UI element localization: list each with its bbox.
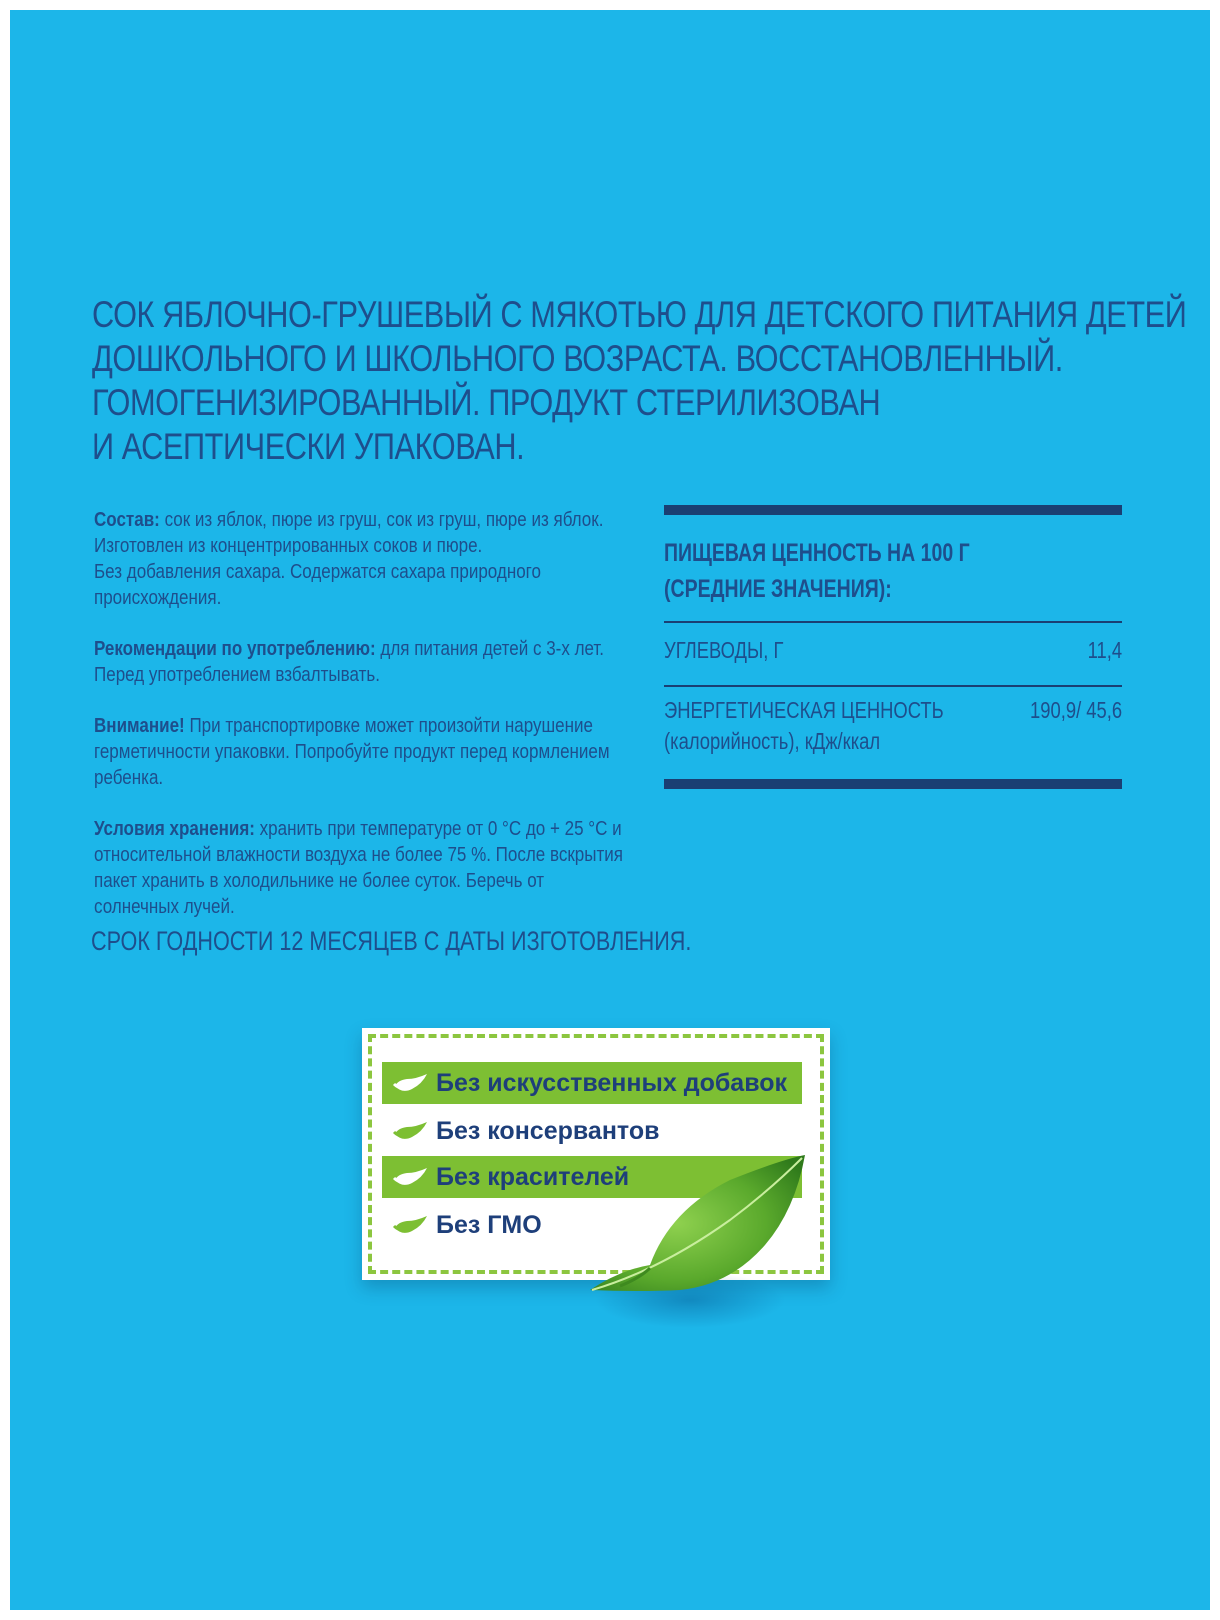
nutrition-row-energy [664,687,1122,779]
title-line: ДОШКОЛЬНОГО И ШКОЛЬНОГО ВОЗРАСТА. ВОССТАНОВЛЕННЫЙ. [92,338,1063,379]
composition-line3: Без добавления сахара. Содержатся сахара природного происхождения. [94,560,541,609]
composition-label: Состав: [94,508,160,531]
recommendations-text: для питания детей с 3-х лет. Перед употреблением взбалтывать. [94,637,605,686]
nutrition-bottom-rule [664,779,1122,789]
badge-item-label: Без красителей [436,1162,630,1191]
carbs-label: УГЛЕВОДЫ, Г [664,637,784,663]
nutrition-row-carbs [664,623,1122,685]
warning-paragraph [94,713,625,791]
composition-text: сок из яблок, пюре из груш, сок из груш, пюре из яблок. [159,508,604,531]
composition-paragraph [94,507,625,611]
leaf-check-icon [392,1070,430,1096]
nutrition-title-line1: ПИЩЕВАЯ ЦЕННОСТЬ НА 100 Г [664,539,970,567]
badge-item [382,1110,802,1152]
storage-text: хранить при температуре от 0 °С до + 25 °С и относительной влажности воздуха не более 75 %. После вскрытия пакет хранить в холодильнике не более суток. Беречь от солнечных лучей. [94,817,624,918]
leaf-check-icon [392,1164,430,1190]
energy-label-line2: (калорийность), кДж/ккал [664,728,881,754]
energy-value: 190,9/ 45,6 [1029,697,1122,723]
nutrition-table [664,505,1122,789]
warning-label: Внимание! [94,714,185,737]
nutrition-title [664,515,1021,621]
leaf-check-icon [392,1118,430,1144]
storage-label: Условия хранения: [94,817,255,840]
recommendations-label: Рекомендации по употреблению: [94,637,376,660]
shelf-life: СРОК ГОДНОСТИ 12 МЕСЯЦЕВ С ДАТЫ ИЗГОТОВЛЕНИЯ. [91,926,692,956]
carbs-value: 11,4 [1087,637,1122,663]
composition-line2: Изготовлен из концентрированных соков и пюре. [94,534,483,557]
storage-paragraph [94,816,625,920]
nutrition-title-line2: (СРЕДНИЕ ЗНАЧЕНИЯ): [664,575,892,603]
energy-label [664,695,944,757]
green-leaf-icon [580,1150,820,1350]
warning-text: При транспортировке может произойти нарушение герметичности упаковки. Попробуйте продукт перед кормлением ребенка. [94,714,610,789]
title-line: ГОМОГЕНИЗИРОВАННЫЙ. ПРОДУКТ СТЕРИЛИЗОВАН [92,382,881,423]
leaf-check-icon [392,1212,430,1238]
recommendations-paragraph [94,636,625,688]
energy-label-line1: ЭНЕРГЕТИЧЕСКАЯ ЦЕННОСТЬ [664,697,944,723]
product-details [94,507,625,945]
nutrition-top-rule [664,505,1122,515]
title-line: И АСЕПТИЧЕСКИ УПАКОВАН. [92,426,525,467]
product-info-panel [10,10,1210,1610]
badge-item-label: Без ГМО [436,1210,542,1239]
badge-item-label: Без искусственных добавок [436,1068,788,1097]
badge-item-label: Без консервантов [436,1116,660,1145]
product-title [92,293,1187,469]
badge-item [382,1062,802,1104]
title-line: СОК ЯБЛОЧНО-ГРУШЕВЫЙ С МЯКОТЬЮ ДЛЯ ДЕТСКОГО ПИТАНИЯ ДЕТЕЙ [92,294,1187,335]
